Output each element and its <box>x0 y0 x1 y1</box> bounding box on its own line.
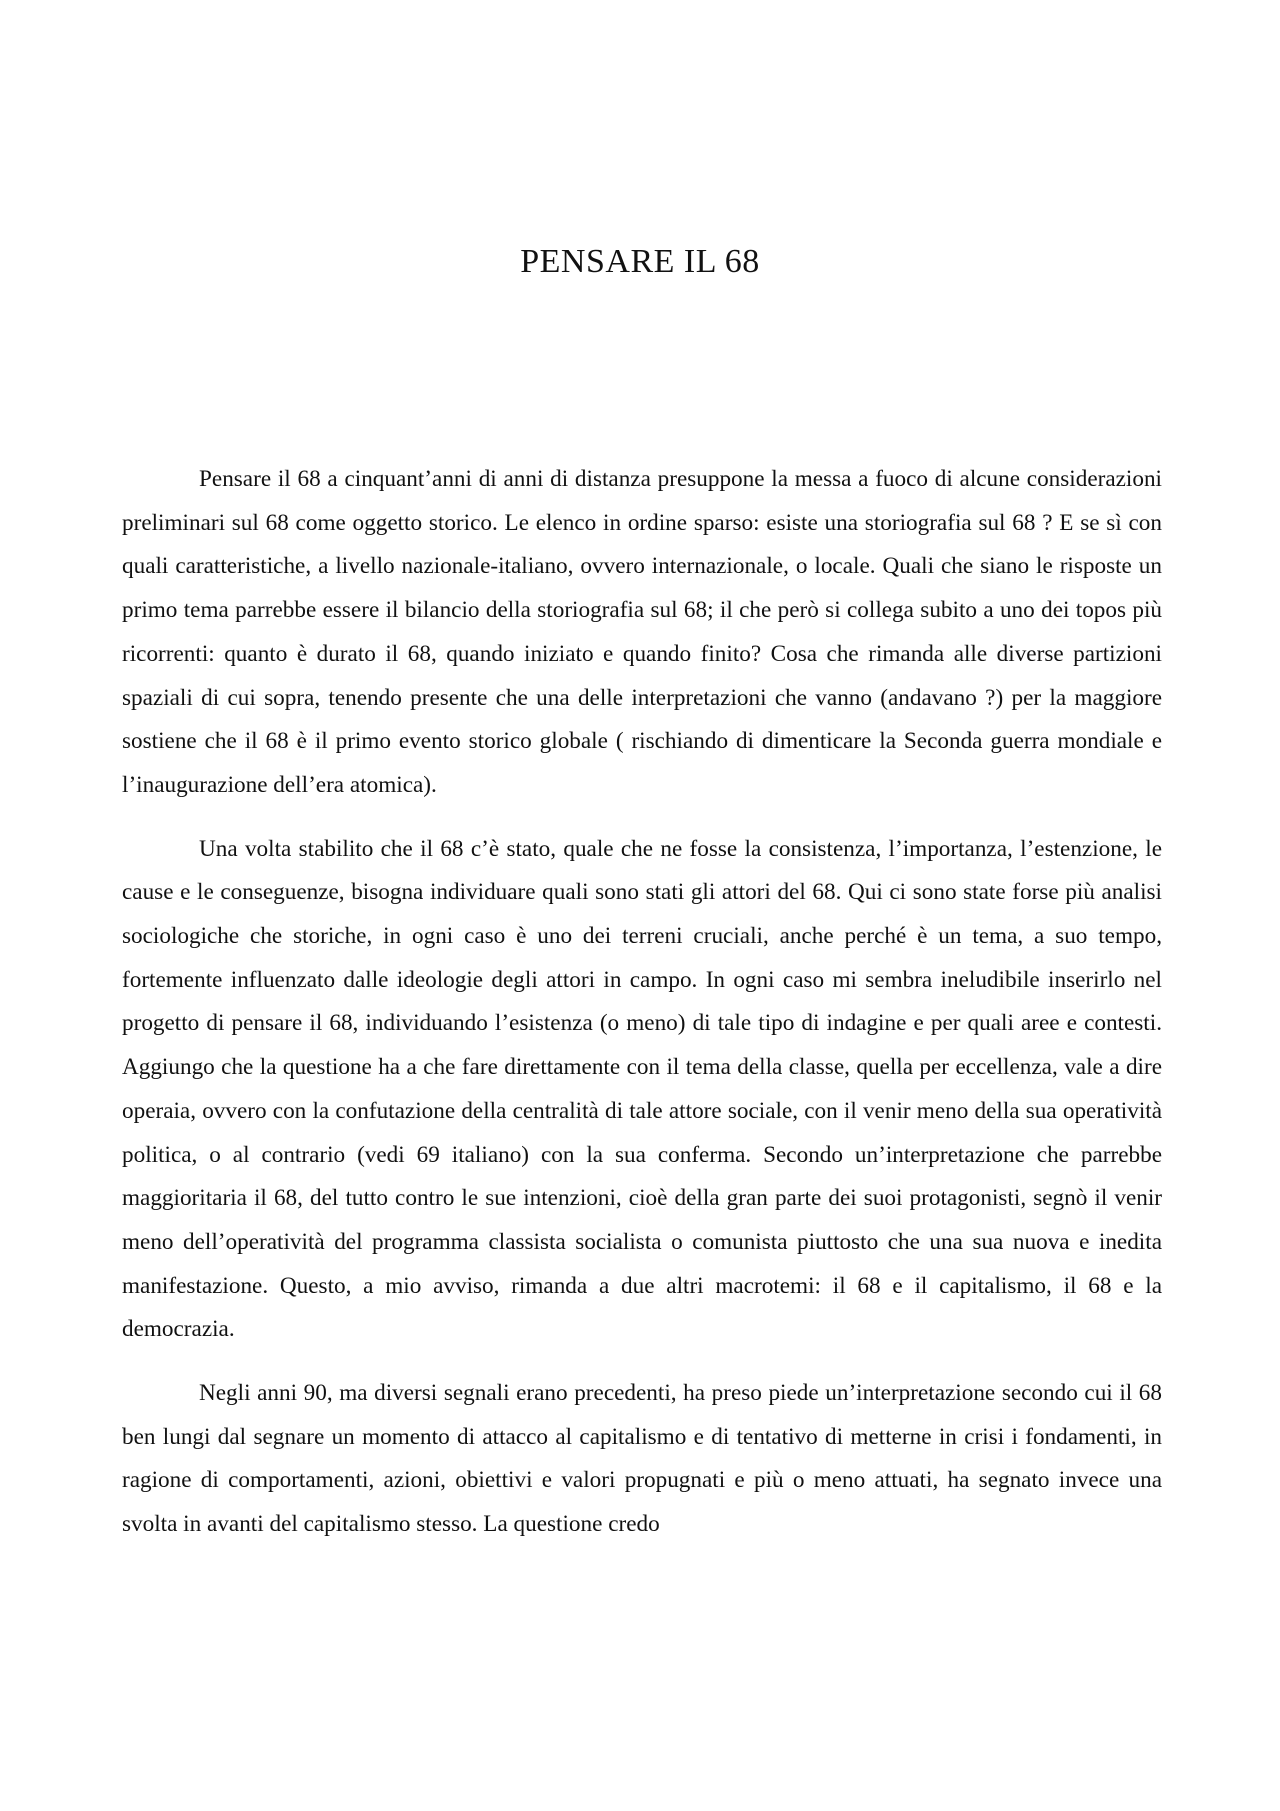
page-title: PENSARE IL 68 <box>520 243 760 280</box>
paragraph-3: Negli anni 90, ma diversi segnali erano precedenti, ha preso piede un’interpretazione secondo cui il 68 ben lungi dal segnare un momento di attacco al capitalismo e di tentativo di metterne in crisi i fondamenti, in ragione di comportamenti, azioni, obiettivi e valori propugnati e più o meno attuati, ha segnato invece una svolta in avanti del capitalismo stesso. La questione credo <box>122 1380 1162 1538</box>
paragraph-1: Pensare il 68 a cinquant’anni di anni di distanza presuppone la messa a fuoco di alcune considerazioni preliminari sul 68 come oggetto storico. Le elenco in ordine sparso: esiste una storiografia sul 68 ? E se sì con quali caratteristiche, a livello nazionale-italiano, ovvero internazionale, o locale. Quali che siano le risposte un primo tema parrebbe essere il bilancio della storiografia sul 68; il che però si collega subito a uno dei topos più ricorrenti: quanto è durato il 68, quando iniziato e quando finito? Cosa che rimanda alle diverse partizioni spaziali di cui sopra, tenendo presente che una delle interpretazioni che vanno (andavano ?) per la maggiore sostiene che il 68 è il primo evento storico globale ( rischiando di dimenticare la Seconda guerra mondiale e l’inaugurazione dell’era atomica). <box>122 466 1162 798</box>
paragraph-2: Una volta stabilito che il 68 c’è stato, quale che ne fosse la consistenza, l’importanza, l’estenzione, le cause e le conseguenze, bisogna individuare quali sono stati gli attori del 68. Qui ci sono state forse più analisi sociologiche che storiche, in ogni caso è uno dei terreni cruciali, anche perché è un tema, a suo tempo, fortemente influenzato dalle ideologie degli attori in campo. In ogni caso mi sembra ineludibile inserirlo nel progetto di pensare il 68, individuando l’esistenza (o meno) di tale tipo di indagine e per quali aree e contesti. Aggiungo che la questione ha a che fare direttamente con il tema della classe, quella per eccellenza, vale a dire operaia, ovvero con la confutazione della centralità di tale attore sociale, con il venir meno della sua operatività politica, o al contrario (vedi 69 italiano) con la sua conferma. Secondo un’interpretazione che parrebbe maggioritaria il 68, del tutto contro le sue intenzioni, cioè della gran parte dei suoi protagonisti, segnò il venir meno dell’operatività del programma classista socialista o comunista piuttosto che una sua nuova e inedita manifestazione. Questo, a mio avviso, rimanda a due altri macrotemi: il 68 e il capitalismo, il 68 e la democrazia. <box>122 835 1162 1343</box>
document-body <box>122 458 1162 1567</box>
